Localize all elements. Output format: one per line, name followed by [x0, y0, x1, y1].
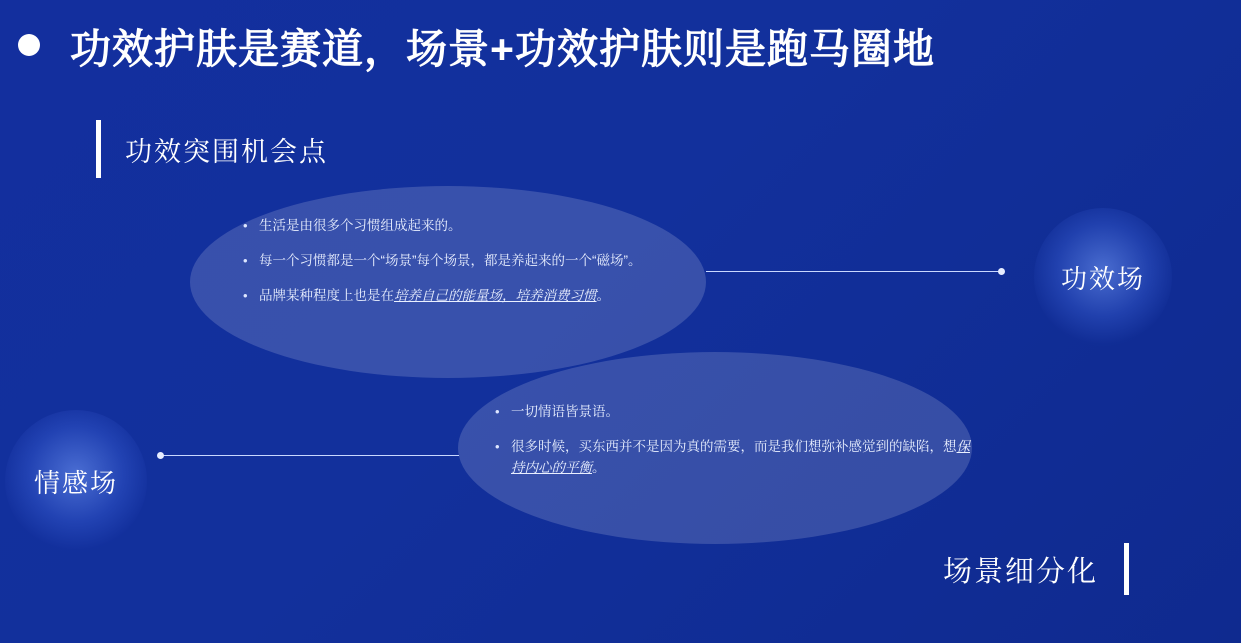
list-item [495, 402, 977, 423]
bullet-list-bottom [495, 402, 977, 493]
section-heading [96, 120, 328, 178]
connector-endpoint-left [157, 452, 164, 459]
list-bullet-icon: • [243, 252, 248, 268]
list-item-text [259, 286, 695, 307]
plain-text: 生活是由很多个习惯组成起来的。 [259, 218, 462, 233]
plain-text: 品牌某种程度上也是在 [259, 287, 394, 303]
node-label-right: 功效场 [1060, 263, 1145, 294]
plain-text: 一切情语皆景语。 [511, 404, 619, 419]
list-bullet-icon: • [243, 218, 248, 233]
bullet-dot-icon [18, 34, 40, 56]
list-bullet-icon: • [495, 438, 500, 454]
plain-text: 每一个习惯都是一个“场景”每个场景，都是养起来的一个“磁场”。 [259, 252, 642, 268]
connector-line-right [706, 271, 1002, 272]
page-title: 功效护肤是赛道，场景+功效护肤则是跑马圈地 [70, 25, 935, 72]
list-item-text [259, 251, 695, 272]
connector-line-left [161, 455, 459, 456]
footer-accent-bar [1124, 543, 1129, 595]
node-label-left: 情感场 [33, 467, 118, 498]
list-item [495, 437, 977, 479]
emphasized-text: 培养自己的能量场，培养消费习惯 [394, 287, 597, 303]
list-item [243, 251, 695, 272]
list-item-text [511, 437, 977, 479]
node-gongxiaochang [1034, 208, 1172, 346]
list-bullet-icon: • [243, 287, 248, 303]
node-qingganchang [5, 410, 147, 552]
list-bullet-icon: • [495, 404, 500, 419]
list-item [243, 286, 695, 307]
section-accent-bar [96, 120, 101, 178]
footer-label [943, 543, 1129, 595]
list-item [243, 216, 695, 237]
emphasized-text: 保持内心的平衡 [511, 438, 970, 475]
list-item-text [511, 402, 977, 423]
list-item-text [259, 216, 695, 237]
plain-text: 很多时候，买东西并不是因为真的需要，而是我们想弥补感觉到的缺陷，想 [511, 438, 957, 454]
connector-endpoint-right [998, 268, 1005, 275]
plain-text: 。 [596, 287, 610, 303]
bullet-list-top [243, 216, 695, 321]
section-title: 功效突围机会点 [125, 136, 328, 167]
slide-title-row [0, 10, 1241, 80]
footer-label-text: 场景细分化 [942, 555, 1098, 588]
plain-text: 。 [592, 459, 606, 475]
